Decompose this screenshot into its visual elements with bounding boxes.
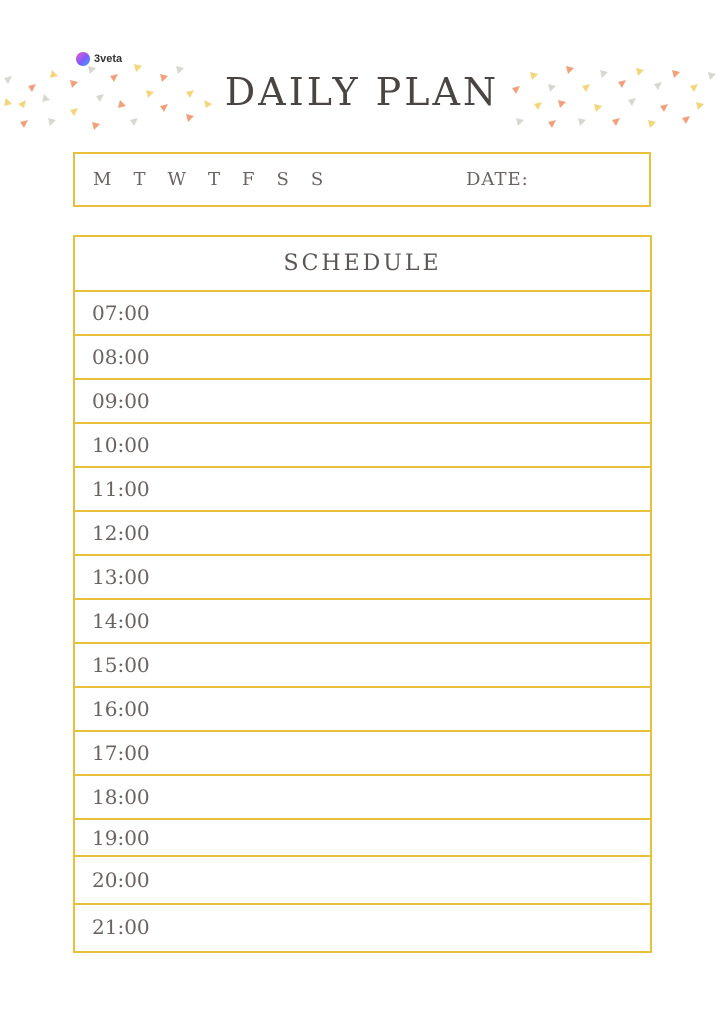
day-thursday[interactable]: T xyxy=(207,169,221,190)
schedule-row[interactable]: 09:00 xyxy=(75,380,650,424)
schedule-row[interactable]: 15:00 xyxy=(75,644,650,688)
date-label: DATE: xyxy=(466,169,529,190)
schedule-row[interactable]: 17:00 xyxy=(75,732,650,776)
schedule-row[interactable]: 18:00 xyxy=(75,776,650,820)
days-date-box xyxy=(73,152,651,207)
day-monday[interactable]: M xyxy=(93,169,113,190)
day-friday[interactable]: F xyxy=(241,169,256,190)
schedule-row[interactable]: 12:00 xyxy=(75,512,650,556)
schedule-row[interactable]: 08:00 xyxy=(75,336,650,380)
weekday-list xyxy=(93,169,324,190)
day-sunday[interactable]: S xyxy=(310,169,325,190)
brand-name: 3veta xyxy=(94,53,123,65)
schedule-row[interactable]: 13:00 xyxy=(75,556,650,600)
schedule-table xyxy=(73,235,652,953)
schedule-row[interactable]: 07:00 xyxy=(75,292,650,336)
schedule-row[interactable]: 19:00 xyxy=(75,820,650,857)
schedule-row[interactable]: 20:00 xyxy=(75,857,650,905)
schedule-row[interactable]: 16:00 xyxy=(75,688,650,732)
day-saturday[interactable]: S xyxy=(276,169,290,190)
schedule-row[interactable]: 21:00 xyxy=(92,915,150,939)
schedule-heading: SCHEDULE xyxy=(75,237,650,292)
day-wednesday[interactable]: W xyxy=(167,169,187,190)
schedule-row[interactable]: 10:00 xyxy=(75,424,650,468)
page-title: DAILY PLAN xyxy=(224,70,500,114)
schedule-row[interactable]: 14:00 xyxy=(75,600,650,644)
day-tuesday[interactable]: T xyxy=(133,169,147,190)
schedule-row[interactable]: 11:00 xyxy=(75,468,650,512)
